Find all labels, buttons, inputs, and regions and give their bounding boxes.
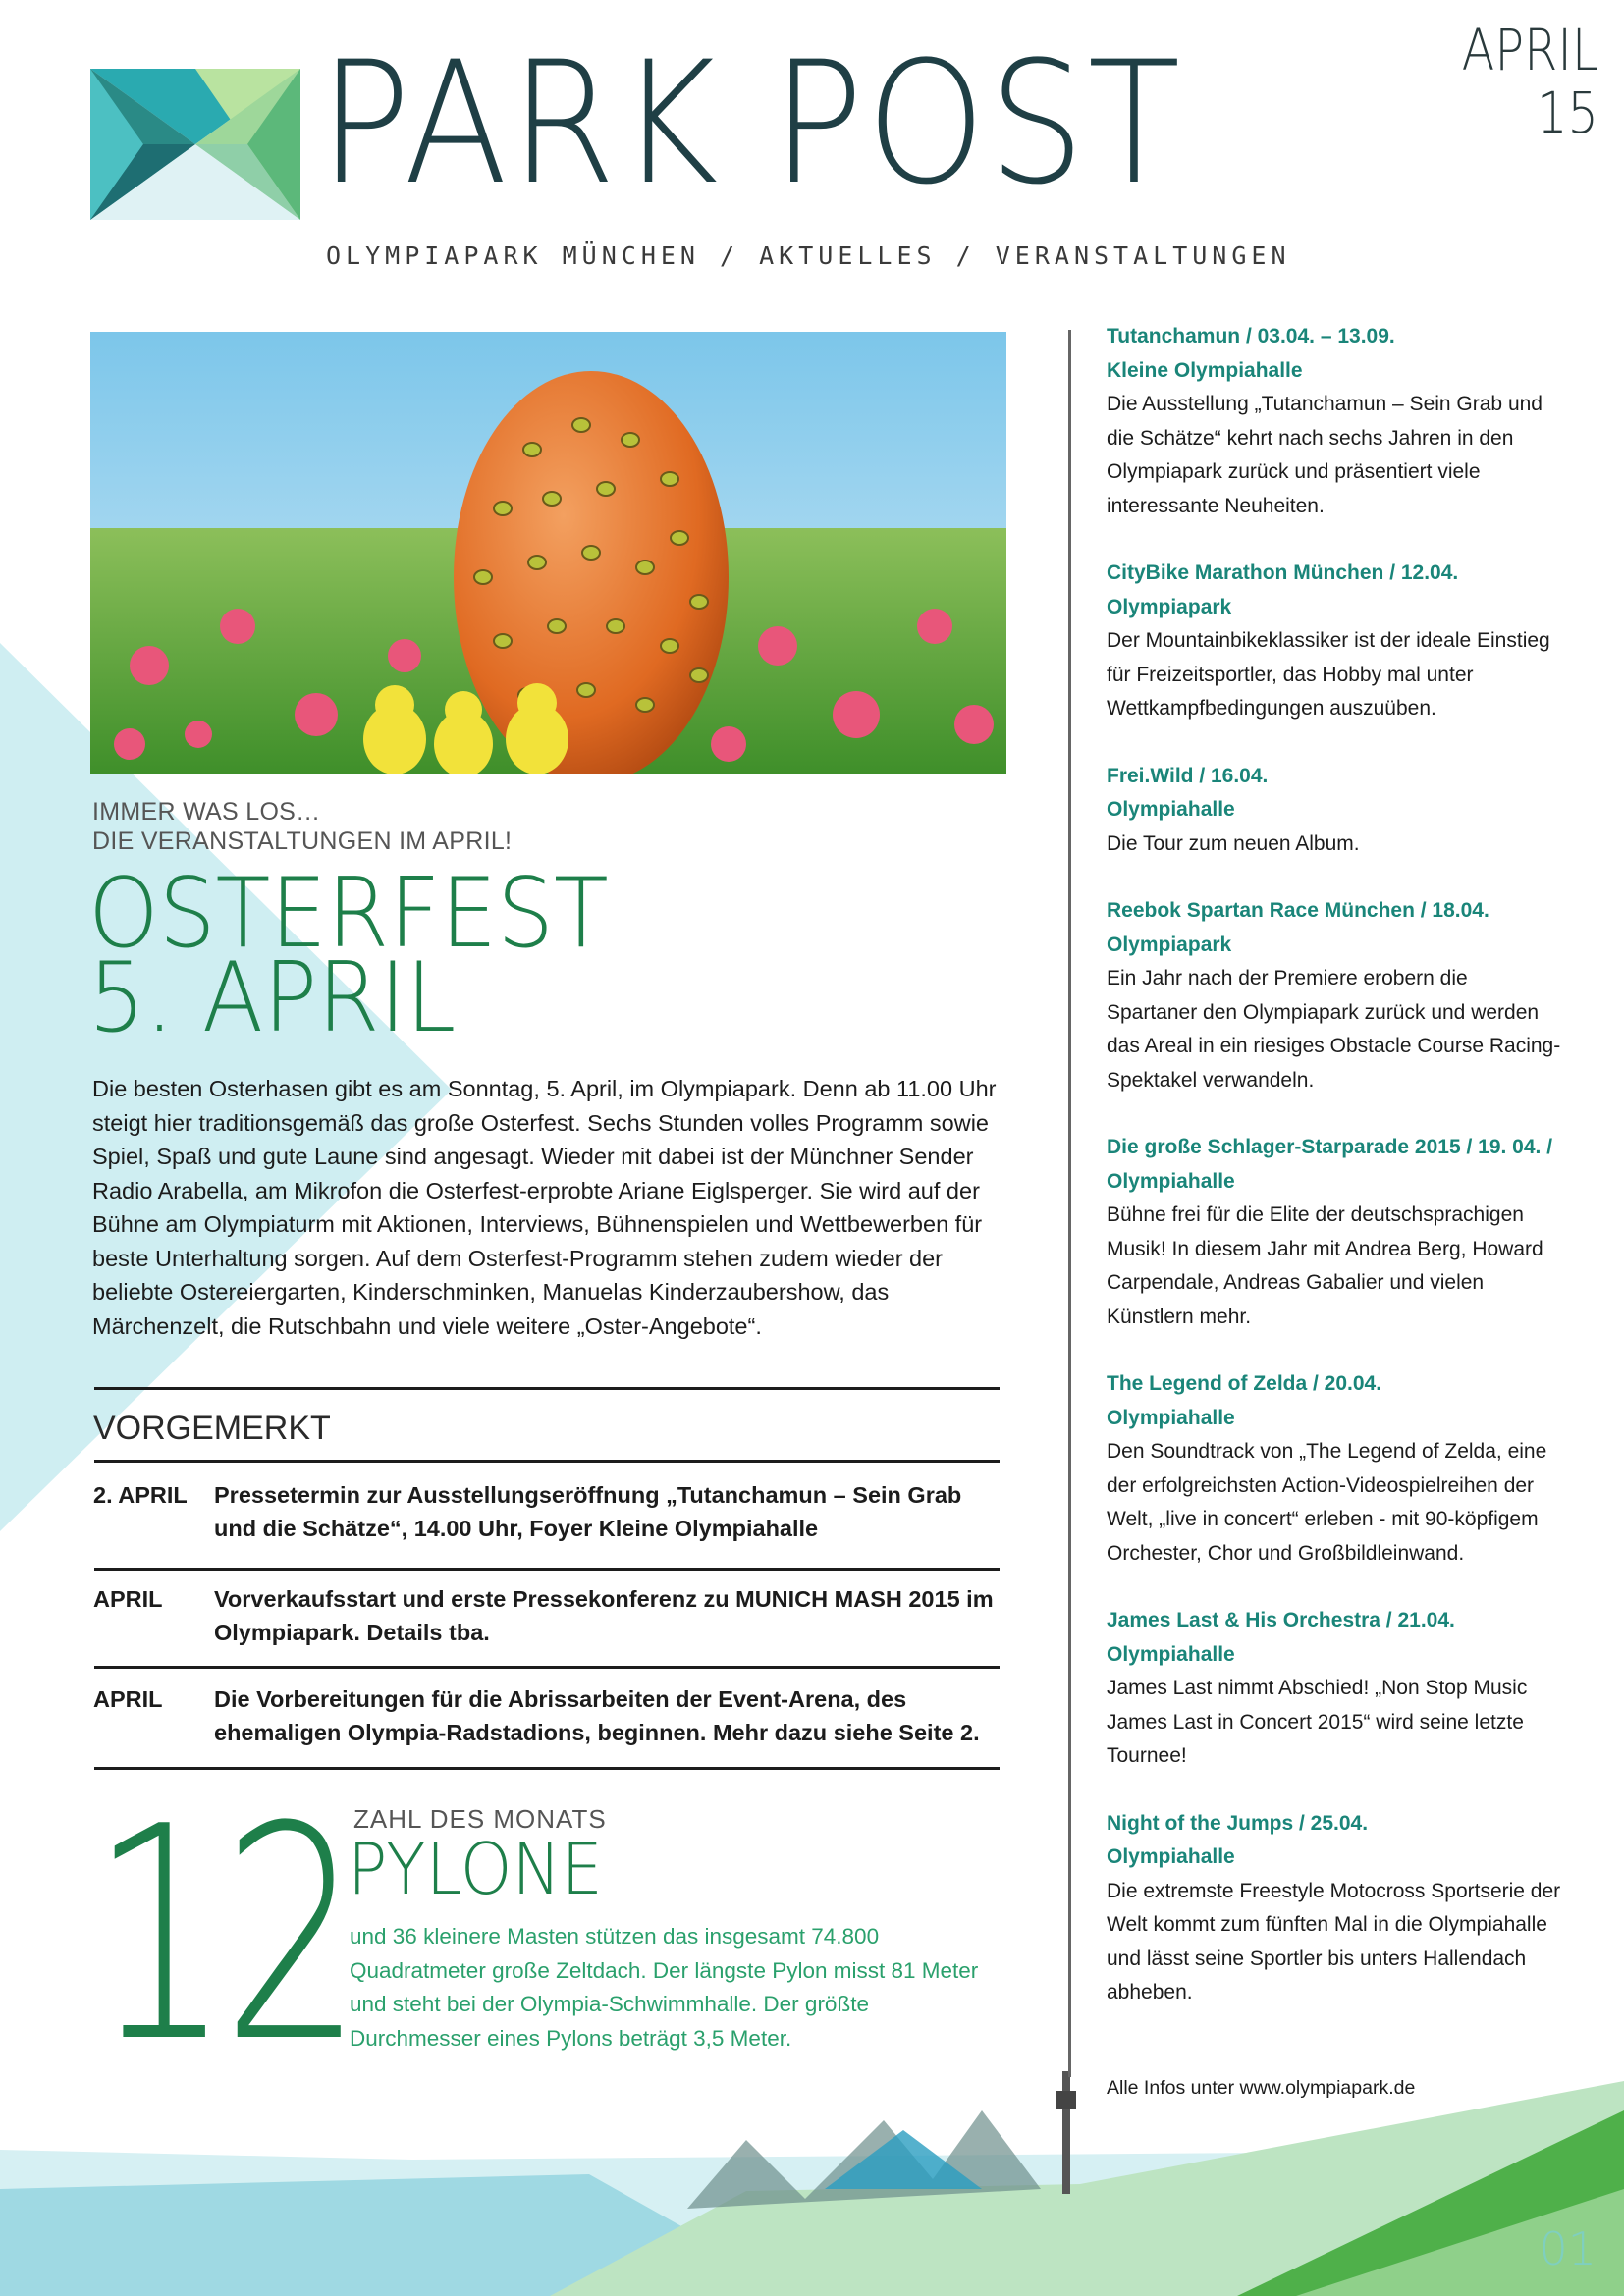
- event-title: The Legend of Zelda / 20.04.: [1107, 1372, 1382, 1395]
- article-body: Die besten Osterhasen gibt es am Sonntag, 5. April, im Olympiapark. Denn ab 11.00 Uhr steigt hier traditionsgemäß das große Osterfest. Sechs Stunden volles Programm sowie Spiel, Spaß und gute Laune sind angesagt. Wieder mit dabei ist der Münchner Sender Radio Arabella, am Mikrofon die Osterfest-erprobte Ariane Eiglsperger. Sie wird auf der Bühne am Olympiaturm mit Aktionen, Interviews, Bühnenspielen und Wettbewerben für beste Unterhaltung sorgen. Auf dem Osterfest-Programm stehen zudem wieder der beliebte Ostereiergarten, Kinderschminken, Manuelas Kinderzaubershow, das Märchenzelt, die Rutschbahn und viele weitere „Oster-Angebote“.: [92, 1076, 997, 1339]
- event-title: Frei.Wild / 16.04.: [1107, 764, 1269, 787]
- event-title: James Last & His Orchestra / 21.04.: [1107, 1609, 1455, 1631]
- hero-image-easter-egg: [90, 332, 1006, 774]
- page-number: 01: [1539, 2222, 1597, 2275]
- event-item: [1107, 1131, 1563, 1334]
- event-title: Night of the Jumps / 25.04.: [1107, 1811, 1369, 1835]
- kicker: [92, 797, 512, 856]
- divider: [94, 1387, 1000, 1390]
- event-description: Ein Jahr nach der Premiere erobern die Spartaner den Olympiapark zurück und werden das Areal in ein riesiges Obstacle Course Racing-Spektakel verwandeln.: [1107, 967, 1561, 1092]
- headline-line-1: OSTERFEST: [88, 858, 609, 970]
- event-description: Die Ausstellung „Tutanchamun – Sein Grab und die Schätze“ kehrt nach sechs Jahren in den Olympiapark zurück und präsentiert viele interessante Neuheiten.: [1107, 393, 1543, 517]
- event-item: [1107, 1367, 1563, 1571]
- zahl-text: und 36 kleinere Masten stützen das insgesamt 74.800 Quadratmeter große Zeltdach. Der längste Pylon misst 81 Meter und steht bei der Olympia-Schwimmhalle. Der größte Durchmesser eines Pylons beträgt 3,5 Meter.: [350, 1924, 979, 2051]
- event-venue: Olympiahalle: [1107, 1845, 1235, 1868]
- issue-year: 15: [1537, 80, 1598, 146]
- event-description: Bühne frei für die Elite der deutschsprachigen Musik! In diesem Jahr mit Andrea Berg, Howard Carpendale, Andreas Gabalier und vielen Künstlern mehr.: [1107, 1203, 1543, 1328]
- kicker-line-1: IMMER WAS LOS…: [92, 798, 321, 826]
- zahl-label: ZAHL DES MONATS: [353, 1804, 607, 1834]
- issue-month: APRIL: [1461, 17, 1598, 83]
- event-venue: Kleine Olympiahalle: [1107, 358, 1303, 382]
- event-description: James Last nimmt Abschied! „Non Stop Music James Last in Concert 2015“ wird seine letzte Tournee!: [1107, 1677, 1528, 1767]
- divider: [94, 1568, 1000, 1571]
- website-link[interactable]: Alle Infos unter www.olympiapark.de: [1107, 2077, 1416, 2099]
- vorgemerkt-text: Die Vorbereitungen für die Abrissarbeiten der Event-Arena, des ehemaligen Olympia-Radstadions, beginnen. Mehr dazu siehe Seite 2.: [214, 1686, 980, 1745]
- vorgemerkt-text: Vorverkaufsstart und erste Pressekonferenz zu MUNICH MASH 2015 im Olympiapark. Details tba.: [214, 1586, 994, 1645]
- event-item: [1107, 894, 1563, 1097]
- event-item: [1107, 557, 1563, 726]
- event-description: Der Mountainbikeklassiker ist der ideale Einstieg für Freizeitsportler, das Hobby mal unter Wettkampfbedingungen auszuüben.: [1107, 629, 1550, 720]
- event-description: Die Tour zum neuen Album.: [1107, 831, 1360, 855]
- event-item: [1107, 760, 1563, 862]
- kicker-line-2: DIE VERANSTALTUNGEN IM APRIL!: [92, 828, 513, 855]
- divider: [94, 1460, 1000, 1463]
- event-item: [1107, 1604, 1563, 1774]
- event-venue: Olympiapark: [1107, 933, 1232, 956]
- park-post-logo: [90, 69, 300, 220]
- vorgemerkt-date: APRIL: [93, 1586, 163, 1612]
- vorgemerkt-title: VORGEMERKT: [93, 1410, 331, 1447]
- event-description: Den Soundtrack von „The Legend of Zelda, eine der erfolgreichsten Action-Videospielreihen der Welt, „live in concert“ erleben - mit 90-köpfigem Orchester, Chor und Großbildleinwand.: [1107, 1440, 1547, 1565]
- column-divider: [1068, 330, 1071, 2077]
- event-title: Tutanchamun / 03.04. – 13.09.: [1107, 325, 1395, 347]
- event-venue: Olympiahalle: [1107, 798, 1235, 821]
- headline-line-2: 5. APRIL: [88, 942, 457, 1054]
- event-venue: Olympiapark: [1107, 595, 1232, 618]
- event-description: Die extremste Freestyle Motocross Sportserie der Welt kommt zum fünften Mal in die Olympiahalle und lässt seine Sportler bis unters Hallendach abheben.: [1107, 1879, 1561, 2003]
- zahl-title: PYLONE: [348, 1828, 603, 1910]
- event-item: [1107, 1807, 1563, 2010]
- divider: [94, 1666, 1000, 1669]
- event-title: Die große Schlager-Starparade 2015 / 19. 04. / Olympiahalle: [1107, 1136, 1553, 1193]
- masthead-title: PARK POST: [319, 25, 1183, 222]
- vorgemerkt-date: 2. APRIL: [93, 1482, 188, 1508]
- vorgemerkt-date: APRIL: [93, 1686, 163, 1712]
- event-list: [1107, 320, 1563, 2044]
- headline: [88, 858, 609, 1054]
- month-number: 12: [90, 1764, 354, 2107]
- vorgemerkt-text: Pressetermin zur Ausstellungseröffnung „Tutanchamun – Sein Grab und die Schätze“, 14.00 Uhr, Foyer Kleine Olympiahalle: [214, 1482, 962, 1541]
- event-venue: Olympiahalle: [1107, 1406, 1235, 1429]
- event-title: Reebok Spartan Race München / 18.04.: [1107, 899, 1489, 922]
- event-title: CityBike Marathon München / 12.04.: [1107, 561, 1459, 584]
- masthead-subtitle: OLYMPIAPARK MÜNCHEN / AKTUELLES / VERANSTALTUNGEN: [326, 241, 1291, 270]
- event-item: [1107, 320, 1563, 523]
- event-venue: Olympiahalle: [1107, 1642, 1235, 1666]
